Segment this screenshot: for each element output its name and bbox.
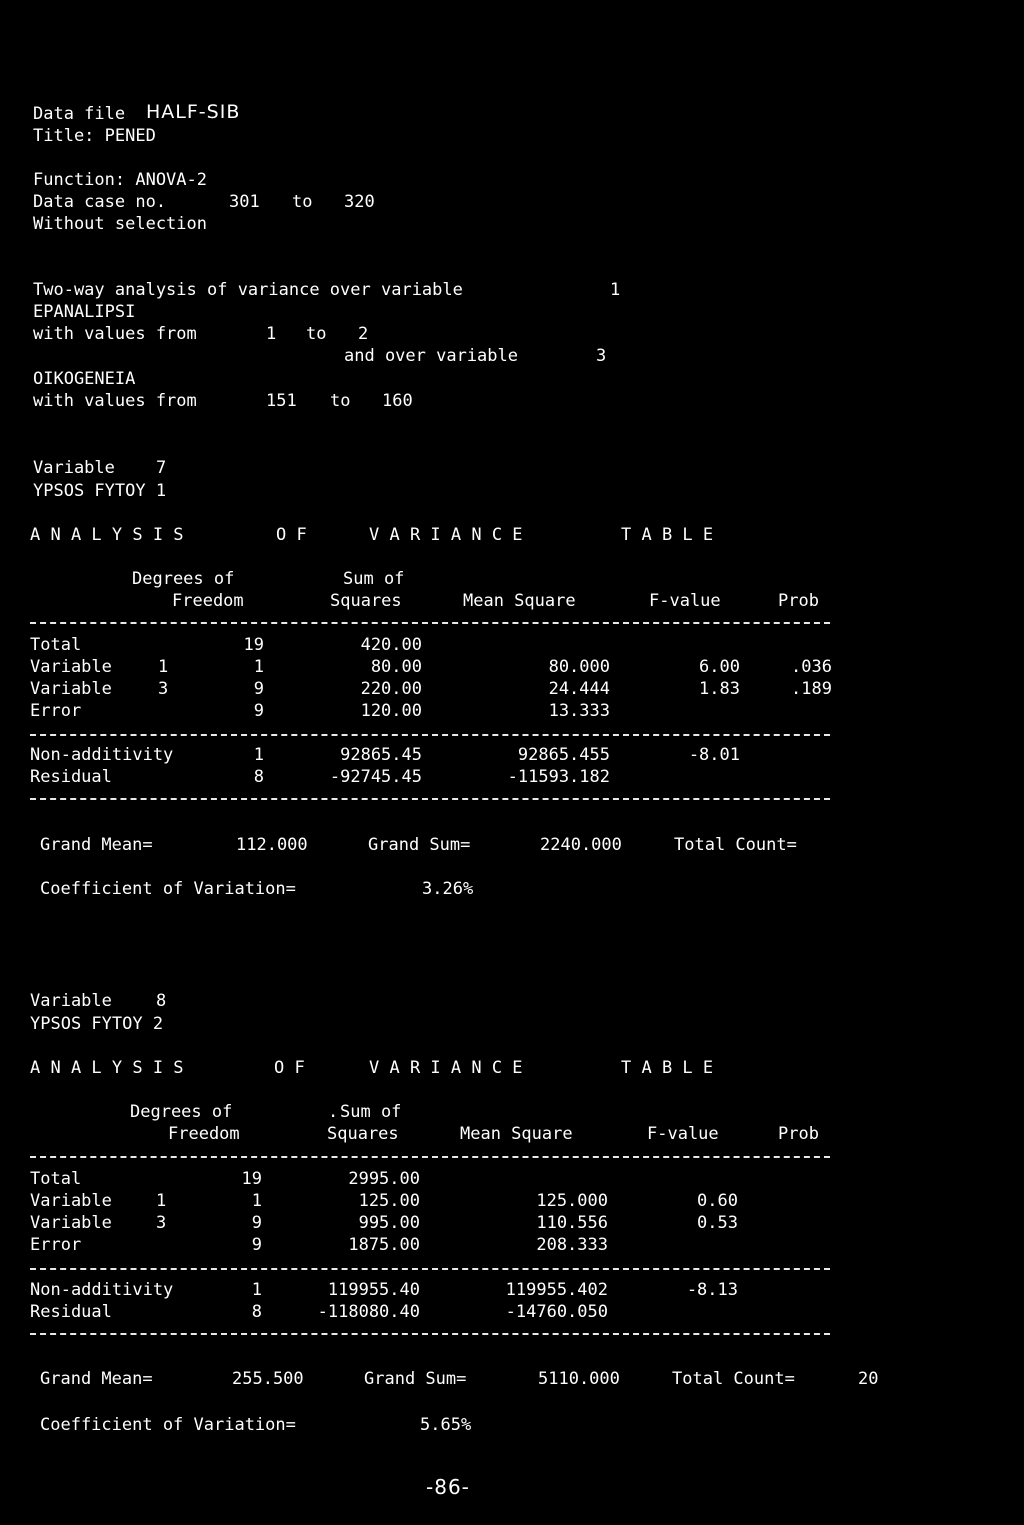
table-row-df: 9 (253, 679, 264, 699)
table-row-p: .036 (791, 657, 832, 677)
grand-sum-value: 2240.000 (540, 835, 622, 855)
residual-ss: -92745.45 (329, 767, 422, 787)
section-2-col-degrees-of: Degrees of (130, 1102, 233, 1122)
data-file-name: HALF-SIB (146, 101, 241, 123)
divider (30, 1333, 830, 1335)
cv-label: Coefficient of Variation= (40, 1415, 296, 1435)
table-row-ms: 80.000 (548, 657, 610, 677)
residual-df: 8 (251, 1302, 262, 1322)
grand-mean-label: Grand Mean= (40, 1369, 153, 1389)
cv-value: 3.26% (422, 879, 474, 899)
table-row-ss: 125.00 (358, 1191, 420, 1211)
analysis-line-2: and over variable (344, 346, 518, 366)
nonadditivity-df: 1 (253, 745, 264, 765)
title-line: Title: PENED (33, 126, 156, 146)
table-row-source: Total (30, 1169, 82, 1189)
section-1-title-table: T A B L E (621, 525, 714, 545)
table-row-df: 1 (253, 657, 264, 677)
section-1-title-of: O F (276, 525, 307, 545)
case-to-word: to (292, 192, 313, 212)
table-row-source: Variable (30, 1213, 112, 1233)
total-count-value: 20 (858, 1369, 879, 1389)
values3-to: 160 (382, 391, 413, 411)
grand-mean-label: Grand Mean= (40, 835, 153, 855)
grand-sum-label: Grand Sum= (364, 1369, 467, 1389)
nonadditivity-ss: 92865.45 (340, 745, 422, 765)
nonadditivity-f: -8.01 (688, 745, 740, 765)
table-row-ms: 125.000 (536, 1191, 608, 1211)
total-count-label: Total Count= (672, 1369, 795, 1389)
table-row-df: 1 (251, 1191, 262, 1211)
values1-from: 1 (266, 324, 277, 344)
residual-source: Residual (30, 767, 112, 787)
nonadditivity-f: -8.13 (686, 1280, 738, 1300)
residual-ms: -14760.050 (505, 1302, 608, 1322)
table-row-source: Variable (30, 657, 112, 677)
grand-mean-value: 255.500 (232, 1369, 304, 1389)
analysis-var-1: 1 (610, 280, 621, 300)
table-row-source: Error (30, 1235, 82, 1255)
case-to: 320 (344, 192, 375, 212)
section-2-variable-name: YPSOS FYTOY 2 (30, 1014, 164, 1034)
table-row-source: Error (30, 701, 82, 721)
table-row-num: 1 (156, 1191, 167, 1211)
selection-line: Without selection (33, 214, 207, 234)
values1-text: with values from (33, 324, 197, 344)
residual-df: 8 (253, 767, 264, 787)
var3-name: OIKOGENEIA (33, 369, 136, 389)
section-2-col-sum-of: Sum of (340, 1102, 402, 1122)
residual-ss: -118080.40 (317, 1302, 420, 1322)
divider (30, 622, 830, 624)
cv-label: Coefficient of Variation= (40, 879, 296, 899)
table-row-ms: 110.556 (536, 1213, 608, 1233)
section-2-col-mean-square: Mean Square (460, 1124, 573, 1144)
table-row-num: 3 (158, 679, 169, 699)
table-row-num: 1 (158, 657, 169, 677)
table-row-ss: 2995.00 (348, 1169, 420, 1189)
section-2-col-prob: Prob (778, 1124, 819, 1144)
table-row-ss: 120.00 (360, 701, 422, 721)
table-row-ss: 420.00 (360, 635, 422, 655)
values1-to-word: to (306, 324, 327, 344)
divider (30, 798, 830, 800)
table-row-f: 1.83 (699, 679, 740, 699)
table-row-source: Total (30, 635, 82, 655)
residual-ms: -11593.182 (507, 767, 610, 787)
data-file-label: Data file (33, 104, 126, 124)
grand-sum-label: Grand Sum= (368, 835, 471, 855)
nonadditivity-df: 1 (251, 1280, 262, 1300)
table-row-ms: 13.333 (548, 701, 610, 721)
function-line: Function: ANOVA-2 (33, 170, 207, 190)
section-1-col-freedom: Freedom (172, 591, 244, 611)
table-row-f: 0.53 (697, 1213, 738, 1233)
table-row-ss: 80.00 (370, 657, 422, 677)
table-row-ss: 995.00 (358, 1213, 420, 1233)
residual-source: Residual (30, 1302, 112, 1322)
nonadditivity-ss: 119955.40 (327, 1280, 420, 1300)
cv-value: 5.65% (420, 1415, 472, 1435)
section-1-variable-name: YPSOS FYTOY 1 (33, 481, 167, 501)
case-label: Data case no. (33, 192, 167, 212)
divider (30, 734, 830, 736)
table-row-f: 6.00 (699, 657, 740, 677)
table-row-ss: 1875.00 (348, 1235, 420, 1255)
section-2-col-sum-of-prefix: . (328, 1102, 339, 1122)
table-row-ms: 208.333 (536, 1235, 608, 1255)
section-1-col-mean-square: Mean Square (463, 591, 576, 611)
section-1-col-prob: Prob (778, 591, 819, 611)
nonadditivity-source: Non-additivity (30, 1280, 174, 1300)
grand-sum-value: 5110.000 (538, 1369, 620, 1389)
table-row-ss: 220.00 (360, 679, 422, 699)
values3-text: with values from (33, 391, 197, 411)
table-row-source: Variable (30, 1191, 112, 1211)
section-2-col-f-value: F-value (647, 1124, 719, 1144)
section-2-variable-label: Variable (30, 991, 112, 1011)
section-2-title-of: O F (274, 1058, 305, 1078)
section-1-col-squares: Squares (330, 591, 402, 611)
table-row-f: 0.60 (697, 1191, 738, 1211)
case-from: 301 (229, 192, 260, 212)
table-row-df: 9 (253, 701, 264, 721)
section-2-title-variance: V A R I A N C E (369, 1058, 523, 1078)
grand-mean-value: 112.000 (236, 835, 308, 855)
table-row-source: Variable (30, 679, 112, 699)
section-2-title-analysis: A N A L Y S I S (30, 1058, 184, 1078)
total-count-label: Total Count= (674, 835, 797, 855)
table-row-df: 9 (251, 1213, 262, 1233)
section-1-col-degrees-of: Degrees of (132, 569, 235, 589)
section-2-title-table: T A B L E (621, 1058, 714, 1078)
values3-to-word: to (330, 391, 351, 411)
divider (30, 1268, 830, 1270)
divider (30, 1156, 830, 1158)
nonadditivity-ms: 92865.455 (517, 745, 610, 765)
section-2-variable-num: 8 (156, 991, 167, 1011)
table-row-df: 19 (241, 1169, 262, 1189)
analysis-line-1: Two-way analysis of variance over variable (33, 280, 463, 300)
analysis-var-2: 3 (596, 346, 607, 366)
nonadditivity-source: Non-additivity (30, 745, 174, 765)
section-1-col-sum-of: Sum of (343, 569, 405, 589)
nonadditivity-ms: 119955.402 (505, 1280, 608, 1300)
section-1-title-analysis: A N A L Y S I S (30, 525, 184, 545)
section-1-variable-num: 7 (156, 458, 167, 478)
values3-from: 151 (266, 391, 297, 411)
table-row-df: 19 (243, 635, 264, 655)
section-1-col-f-value: F-value (649, 591, 721, 611)
page-number: -86- (426, 1475, 470, 1499)
section-1-variable-label: Variable (33, 458, 115, 478)
table-row-num: 3 (156, 1213, 167, 1233)
section-2-col-squares: Squares (327, 1124, 399, 1144)
var1-name: EPANALIPSI (33, 302, 136, 322)
table-row-p: .189 (791, 679, 832, 699)
section-2-col-freedom: Freedom (168, 1124, 240, 1144)
values1-to: 2 (358, 324, 369, 344)
table-row-ms: 24.444 (548, 679, 610, 699)
table-row-df: 9 (251, 1235, 262, 1255)
section-1-title-variance: V A R I A N C E (369, 525, 523, 545)
